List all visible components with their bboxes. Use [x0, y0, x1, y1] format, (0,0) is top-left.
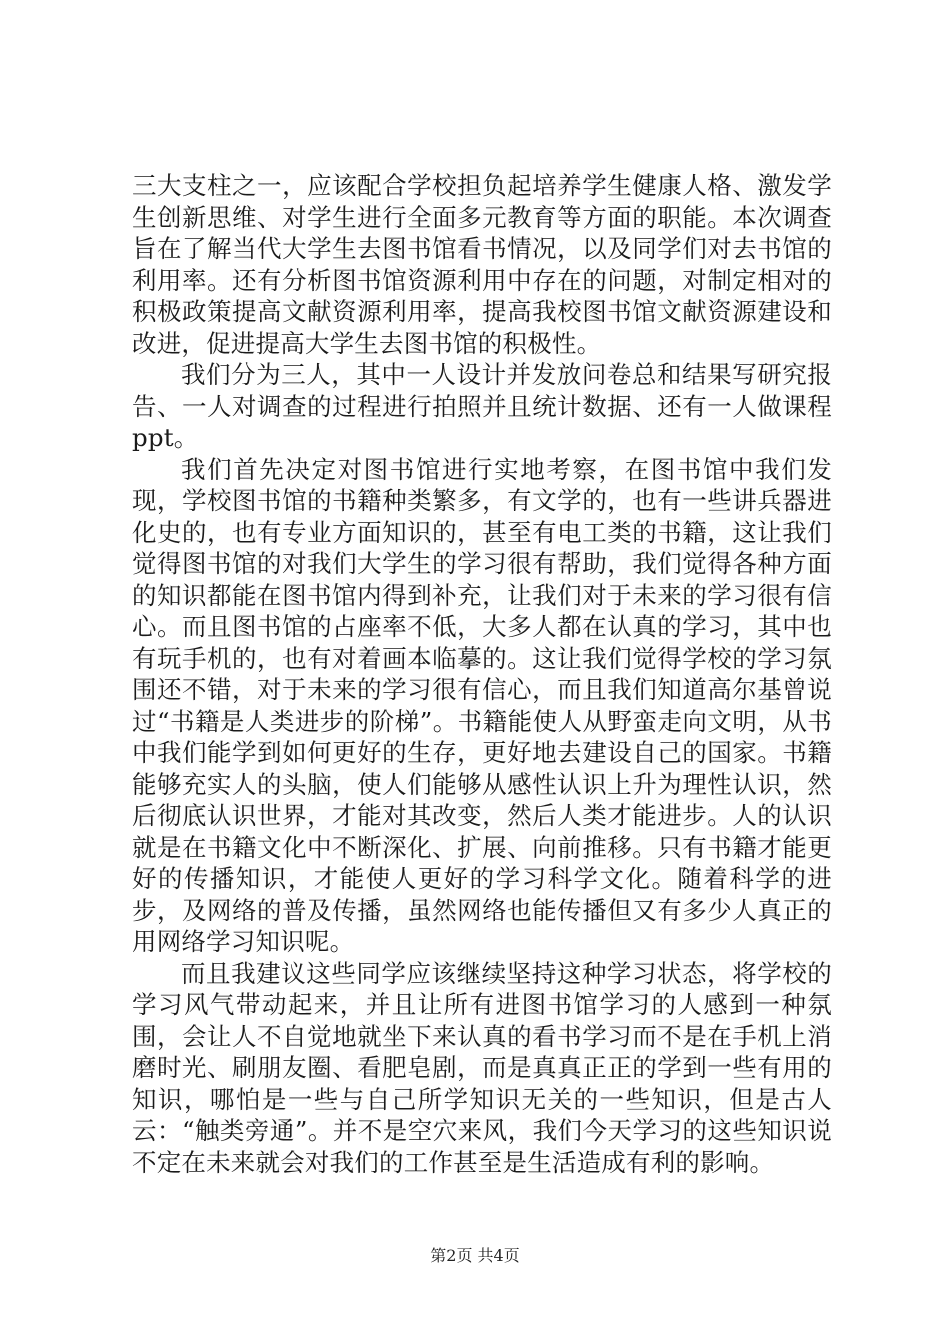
page-footer — [0, 1246, 950, 1266]
page-number-label: 第2页 共4页 — [430, 1246, 520, 1265]
paragraph-1: 三大支柱之一，应该配合学校担负起培养学生健康人格、激发学生创新思维、对学生进行全面多元教育等方面的职能。本次调查旨在了解当代大学生去图书馆看书情况，以及同学们对去书馆的利用率。还有分析图书馆资源利用中存在的问题，对制定相对的积极政策提高文献资源利用率，提高我校图书馆文献资源建设和改进，促进提高大学生去图书馆的积极性。 — [132, 171, 832, 358]
document-body — [132, 170, 832, 1178]
paragraph-3: 我们首先决定对图书馆进行实地考察，在图书馆中我们发现，学校图书馆的书籍种类繁多，有文学的，也有一些讲兵器进化史的，也有专业方面知识的，甚至有电工类的书籍，这让我们觉得图书馆的对我们大学生的学习很有帮助，我们觉得各种方面的知识都能在图书馆内得到补充，让我们对于未来的学习很有信心。而且图书馆的占座率不低，大多人都在认真的学习，其中也有玩手机的，也有对着画本临摹的。这让我们觉得学校的学习氛围还不错，对于未来的学习很有信心，而且我们知道高尔基曾说过“书籍是人类进步的阶梯”。书籍能使人从野蛮走向文明，从书中我们能学到如何更好的生存，更好地去建设自己的国家。书籍能够充实人的头脑，使人们能够从感性认识上升为理性认识，然后彻底认识世界，才能对其改变，然后人类才能进步。人的认识就是在书籍文化中不断深化、扩展、向前推移。只有书籍才能更好的传播知识，才能使人更好的学习科学文化。随着科学的进步，及网络的普及传播，虽然网络也能传播但又有多少人真正的用网络学习知识呢。 — [132, 454, 832, 956]
paragraph-4: 而且我建议这些同学应该继续坚持这种学习状态，将学校的学习风气带动起来，并且让所有进图书馆学习的人感到一种氛围，会让人不自觉地就坐下来认真的看书学习而不是在手机上消磨时光、刷朋友圈、看肥皂剧，而是真真正正的学到一些有用的知识，哪怕是一些与自己所学知识无关的一些知识，但是古人云：“触类旁通”。并不是空穴来风，我们今天学习的这些知识说不定在未来就会对我们的工作甚至是生活造成有利的影响。 — [132, 958, 832, 1177]
paragraph-2: 我们分为三人，其中一人设计并发放问卷总和结果写研究报告、一人对调查的过程进行拍照并且统计数据、还有一人做课程ppt。 — [132, 360, 832, 452]
